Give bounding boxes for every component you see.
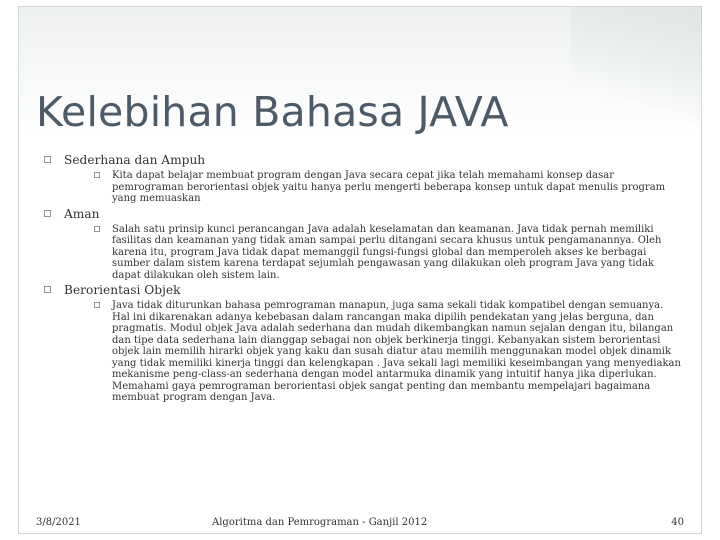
sub-bullet-text: Salah satu prinsip kunci perancangan Java adalah keselamatan dan keamanan. Java tidak pernah memiliki fasilitas dan keamanan yang tidak aman sampai perlu ditangani secara khusus untuk pengamanannya. Oleh karena itu, program Java tidak dapat memanggil fungsi-fungsi global dan memperoleh akses ke berbagai sumber dalam sistem karena terdapat sejumlah pengawasan yang dilakukan oleh program Java yang tidak dapat dilakukan oleh sistem lain. <box>112 223 662 281</box>
bullet-aman <box>44 208 684 282</box>
bullet-label: Aman <box>64 206 100 221</box>
bullet-berorientasi-objek <box>44 284 684 404</box>
square-bullet-icon <box>44 286 51 293</box>
sub-bullet <box>94 300 684 404</box>
footer-date: 3/8/2021 <box>36 517 81 528</box>
square-bullet-icon <box>94 302 100 308</box>
square-bullet-icon <box>44 156 51 163</box>
square-bullet-icon <box>94 172 100 178</box>
slide-content <box>44 154 684 404</box>
bullet-label: Berorientasi Objek <box>64 283 181 297</box>
square-bullet-icon <box>94 226 100 232</box>
sub-bullet <box>94 170 684 205</box>
sub-bullet-text: Java tidak diturunkan bahasa pemrograman manapun, juga sama sekali tidak kompatibel dengan semuanya. Hal ini dikarenakan adanya kebebasan dalam rancangan maka dipilih pendekatan yang jelas berguna, dan pragmatis. Modul objek Java adalah sederhana dan mudah dikembangkan namun sejalan dengan itu, bilangan dan tipe data sederhana lain dianggap sebagai non objek berkinerja tinggi. Kebanyakan sistem berorientasi objek lain memilih hirarki objek yang kaku dan susah diatur atau memilih menggunakan model objek dinamik yang tidak memiliki kinerja tinggi dan kelengkapan . Java sekali lagi memiliki keseimbangan yang menyediakan mekanisme peng-class-an sederhana dengan model antarmuka dinamik yang intuitif hanya jika diperlukan. Memahami gaya pemrograman berorientasi objek sangat penting dan membantu mempelajari bagaimana membuat program dengan Java. <box>112 300 681 403</box>
corner-decoration <box>571 7 701 137</box>
page-number: 40 <box>671 517 684 528</box>
sub-bullet <box>94 224 684 282</box>
bullet-label: Sederhana dan Ampuh <box>64 153 206 167</box>
sub-bullet-text: Kita dapat belajar membuat program dengan Java secara cepat jika telah memahami konsep dasar pemrograman berorientasi objek yaitu hanya perlu mengerti beberapa konsep untuk dapat menulis program yang memuaskan <box>112 170 666 204</box>
square-bullet-icon <box>44 210 51 217</box>
slide-title: Kelebihan Bahasa JAVA <box>36 88 509 136</box>
bullet-sederhana <box>44 154 684 205</box>
footer-course: Algoritma dan Pemrograman - Ganjil 2012 <box>212 517 428 528</box>
